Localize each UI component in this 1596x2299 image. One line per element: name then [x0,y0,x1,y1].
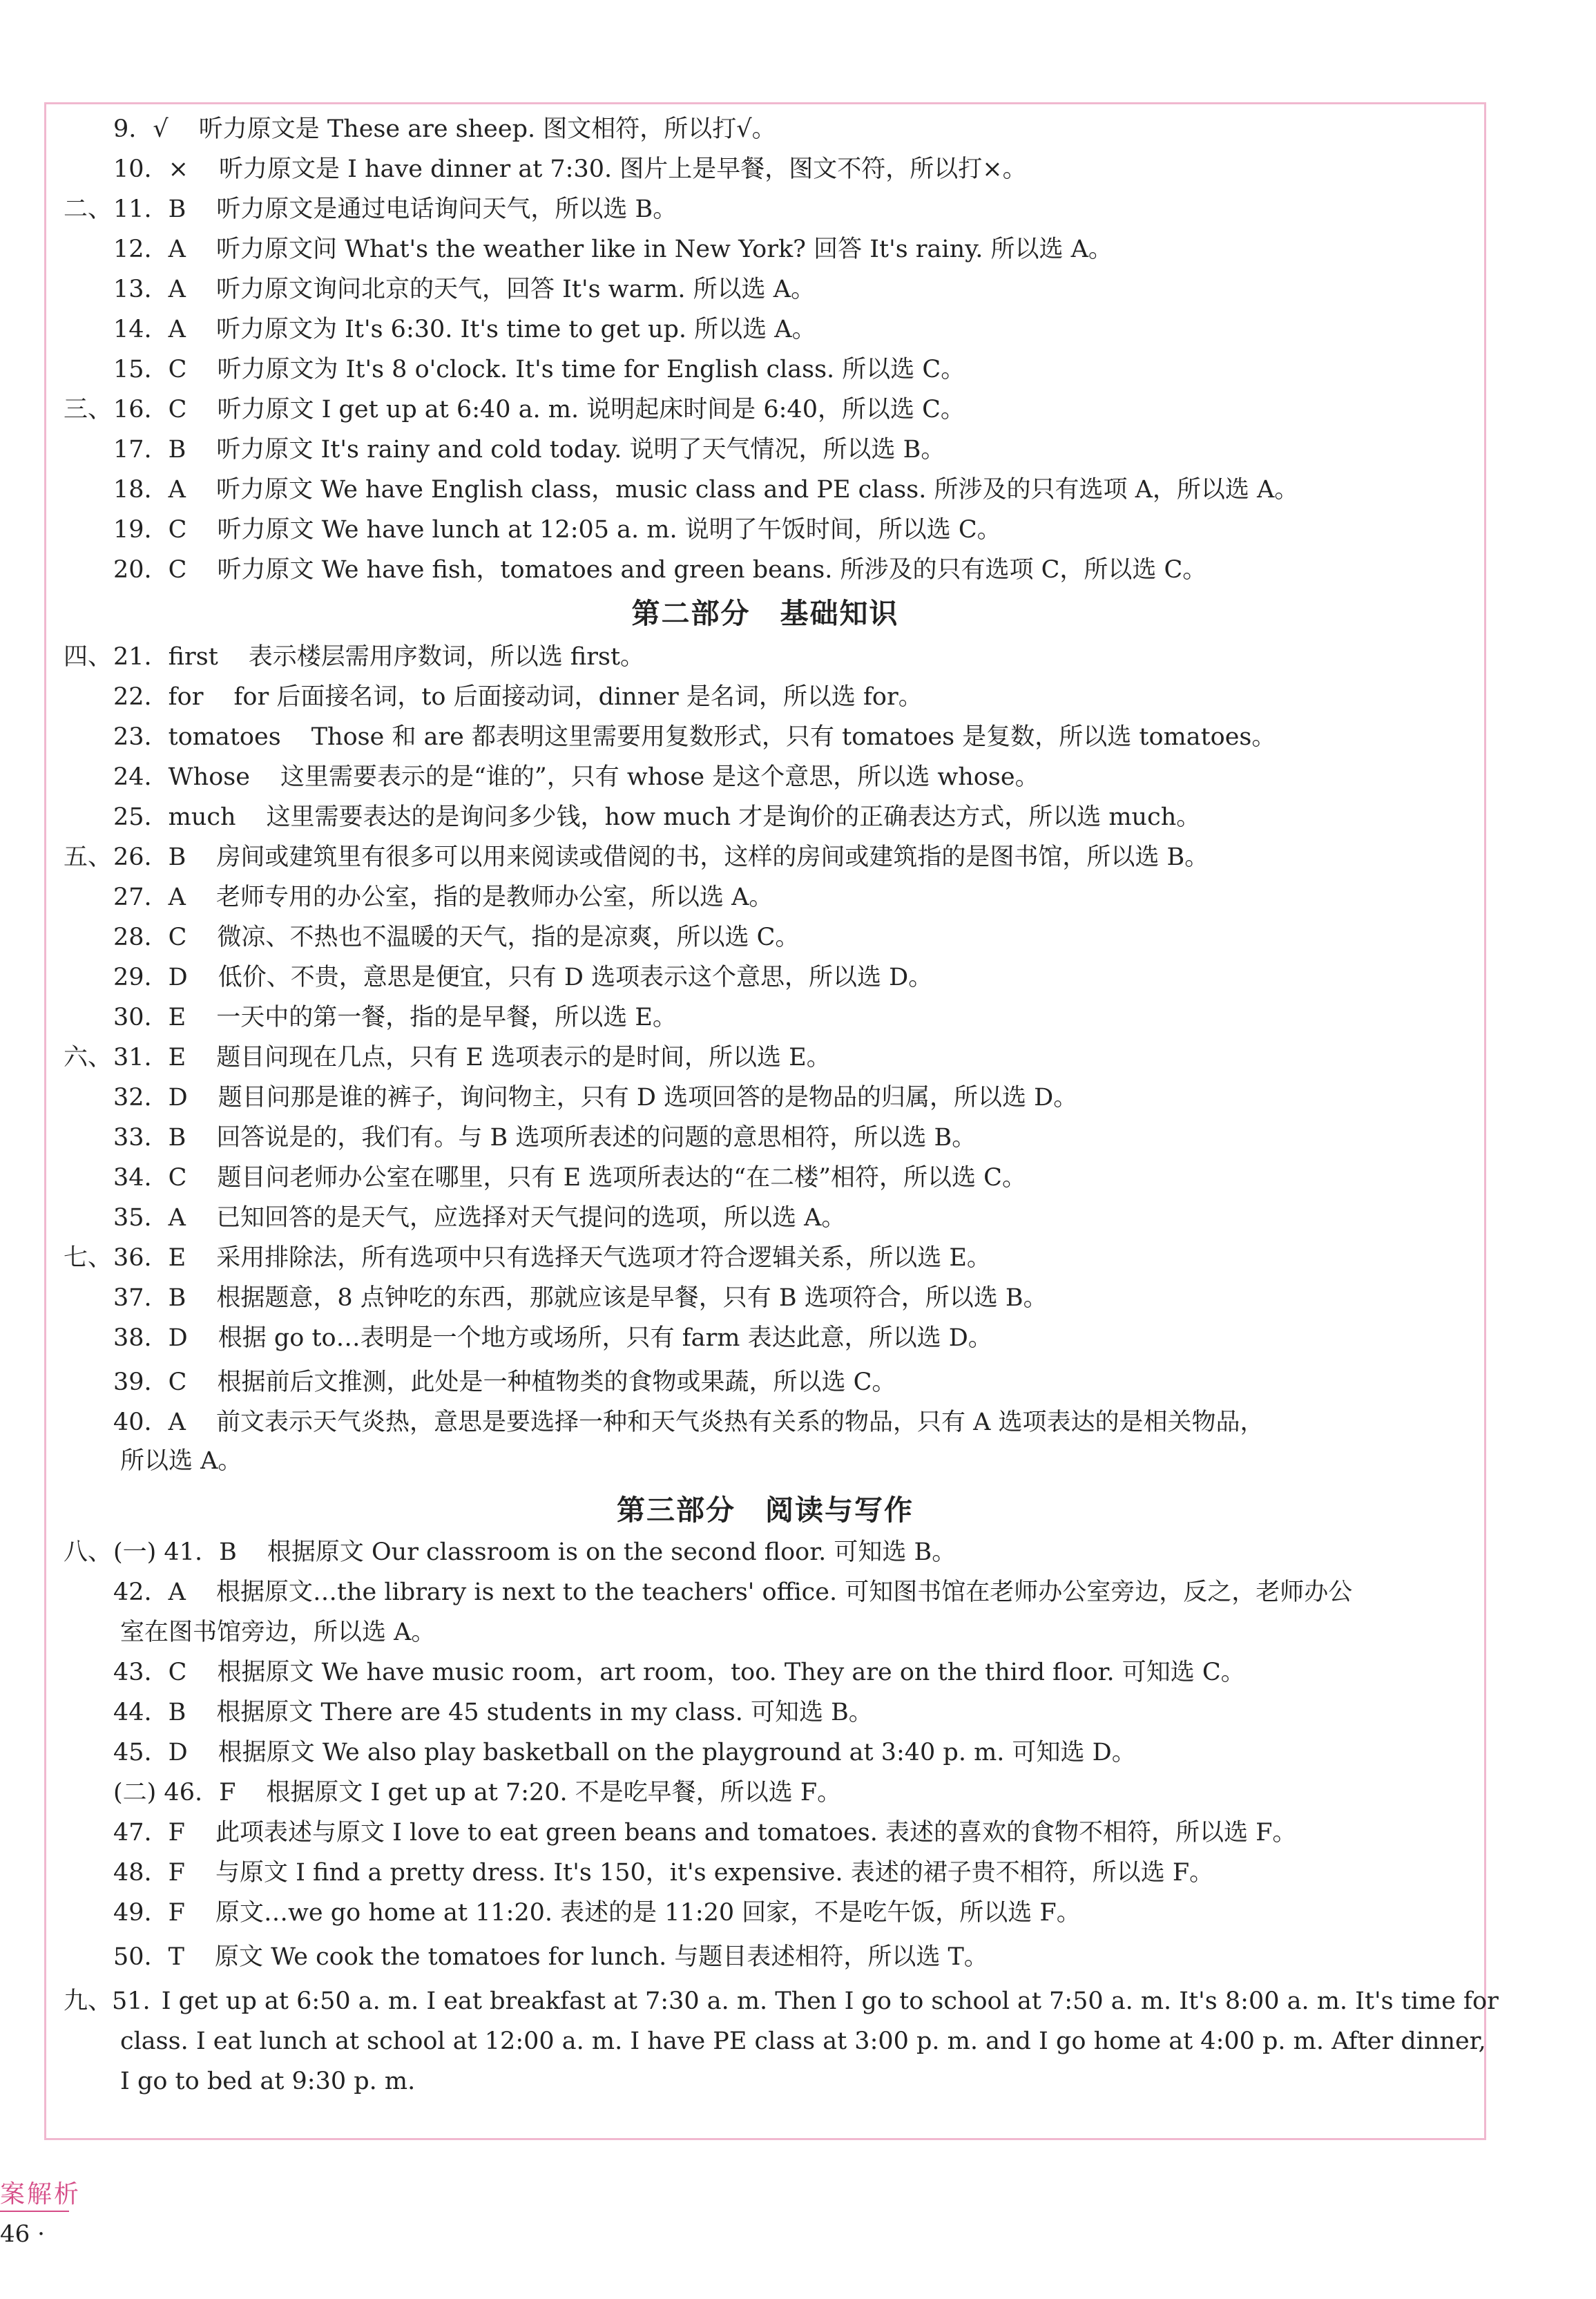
answer-line [44,1893,1486,1933]
answer-key: A [168,1578,186,1606]
answer-key: √ [153,115,169,143]
explanation: 根据题意，8 点钟吃的东西，那就应该是早餐，只有 B 选项符合，所以选 B。 [216,1284,1048,1312]
answer-line [44,510,1486,550]
answer-line [44,797,1486,837]
answer-line [44,269,1486,309]
answer-line [44,1362,1486,1402]
answer-key: C [168,924,187,951]
answer-line [44,229,1486,269]
question-number: 43. [113,1659,152,1686]
answer-key: E [168,1244,186,1272]
explanation: Those 和 are 都表明这里需要用复数形式，只有 tomatoes 是复数，所以选 tomatoes。 [311,723,1276,751]
explanation: 根据原文…the library is next to the teachers' office. 可知图书馆在老师办公室旁边，反之，老师办公 [215,1578,1353,1606]
answer-line [44,1572,1486,1612]
answer-key: F [219,1779,236,1806]
question-number: 32. [113,1084,152,1112]
explanation: 采用排除法，所有选项中只有选择天气选项才符合逻辑关系，所以选 E。 [216,1244,991,1272]
question-number: 45. [113,1739,152,1766]
answer-key: B [168,1699,186,1726]
explanation: 原文 We cook the tomatoes for lunch. 与题目表述相符，所以选 T。 [215,1943,988,1971]
answer-key: E [168,1004,186,1031]
explanation: 听力原文 We have English class，music class and PE class. 所涉及的只有选项 A，所以选 A。 [215,476,1299,504]
answer-key: B [168,1124,186,1152]
question-number: 33. [113,1124,152,1152]
explanation: 此项表述与原文 I love to eat green beans and tomatoes. 表述的喜欢的食物不相符，所以选 F。 [215,1819,1297,1847]
explanation: 回答说是的，我们有。与 B 选项所表述的问题的意思相符，所以选 B。 [216,1124,977,1152]
question-number: 40. [113,1409,152,1436]
explanation: 听力原文为 It's 6:30. It's time to get up. 所以选 A。 [215,316,816,343]
answer-line [44,430,1486,470]
explanation: 低价、不贵，意思是便宜，只有 D 选项表示这个意思，所以选 D。 [218,964,933,991]
question-number: 10. [113,155,152,183]
answer-key: C [168,1659,187,1686]
question-number: 18. [113,476,152,504]
answer-key: A [168,316,186,343]
answer-key: F [168,1899,185,1927]
explanation: 听力原文 We have fish，tomatoes and green beans. 所涉及的只有选项 C，所以选 C。 [217,556,1207,584]
answer-key: D [168,1084,188,1112]
answer-key: B [168,436,186,464]
question-number: 11. [113,195,152,223]
section-label: 七、 [64,1244,113,1272]
answer-line [44,1773,1486,1813]
explanation: 听力原文是通过电话询问天气，所以选 B。 [216,195,677,223]
answer-key: C [168,1368,187,1396]
answer-line [44,1118,1486,1158]
answer-line [44,1937,1486,1977]
footer-section-label: 案解析 [0,2180,81,2209]
answer-line [44,1238,1486,1278]
answer-key: A [168,1409,186,1436]
answer-line [44,189,1486,229]
answer-key: A [168,276,186,303]
question-number: (二) 46. [113,1779,203,1806]
answer-line [44,470,1486,510]
explanation: 一天中的第一餐，指的是早餐，所以选 E。 [216,1004,677,1031]
question-number: 34. [113,1164,152,1192]
question-number: 21. [113,643,152,671]
answer-key: C [168,396,187,423]
answer-key: first [168,643,218,671]
question-number: 14. [113,316,152,343]
answer-line [44,309,1486,350]
question-number: 15. [113,356,152,383]
answer-key: Whose [168,763,250,791]
answer-key: A [168,476,186,504]
answer-key: C [168,516,187,544]
question-number: 27. [113,884,152,911]
answer-key: A [168,236,186,263]
section-label: 九、 [64,1987,113,2015]
explanation: 根据前后文推测，此处是一种植物类的食物或果蔬，所以选 C。 [217,1368,896,1396]
answer-line [44,149,1486,189]
section-label: 六、 [64,1044,113,1071]
question-number: 24. [113,763,152,791]
explanation: 这里需要表达的是询问多少钱，how much 才是询价的正确表达方式，所以选 much。 [266,803,1201,831]
answer-line [44,390,1486,430]
essay-text: class. I eat lunch at school at 12:00 a. m. I have PE class at 3:00 p. m. and I go home at 4:00 p. m. After dinner, [120,2028,1486,2055]
explanation: 根据原文 There are 45 students in my class. 可知选 B。 [216,1699,873,1726]
answer-line [44,1692,1486,1733]
question-number: 26. [113,843,152,871]
explanation-continuation: 所以选 A。 [120,1447,242,1475]
answer-key: tomatoes [168,723,281,751]
explanation: 前文表示天气炎热，意思是要选择一种和天气炎热有关系的物品，只有 A 选项表达的是相关物品， [215,1409,1265,1436]
explanation: 听力原文 It's rainy and cold today. 说明了天气情况，所以选 B。 [216,436,945,464]
question-number: 30. [113,1004,152,1031]
explanation: 表示楼层需用序数词，所以选 first。 [248,643,645,671]
answer-line [44,1158,1486,1198]
answer-line [44,1402,1486,1442]
answer-line [44,1532,1486,1572]
question-number: 13. [113,276,152,303]
explanation: 听力原文 We have lunch at 12:05 a. m. 说明了午饭时间，所以选 C。 [217,516,1001,544]
answer-key: E [168,1044,186,1071]
explanation: 原文…we go home at 11:20. 表述的是 11:20 回家，不是吃午饭，所以选 F。 [215,1899,1081,1927]
question-number: 47. [113,1819,152,1847]
question-number: 35. [113,1204,152,1232]
answer-line [44,637,1486,677]
explanation-continuation: 室在图书馆旁边，所以选 A。 [120,1619,436,1646]
answer-content [44,104,1499,2135]
explanation: 根据原文 We also play basketball on the playground at 3:40 p. m. 可知选 D。 [218,1739,1136,1766]
explanation: for 后面接名词，to 后面接动词，dinner 是名词，所以选 for。 [233,683,923,711]
answer-line [44,1318,1486,1358]
answer-line [44,717,1486,757]
answer-key: B [219,1538,237,1566]
answer-key: A [168,1204,186,1232]
question-number: 28. [113,924,152,951]
question-number: 20. [113,556,152,584]
section-heading-part3: 第三部分 阅读与写作 [617,1494,914,1527]
answer-line [44,1038,1486,1078]
answer-key: F [168,1819,185,1847]
essay-text: I get up at 6:50 a. m. I eat breakfast at 7:30 a. m. Then I go to school at 7:50 a. m. It's 8:00 a. m. It's time for [161,1987,1499,2015]
answer-key: F [168,1859,185,1887]
section-label: 四、 [64,643,113,671]
answer-line [44,757,1486,797]
answer-key: × [168,155,189,183]
explanation: 听力原文询问北京的天气，回答 It's warm. 所以选 A。 [215,276,816,303]
explanation: 听力原文 I get up at 6:40 a. m. 说明起床时间是 6:40，所以选 C。 [217,396,965,423]
explanation: 已知回答的是天气，应选择对天气提问的选项，所以选 A。 [215,1204,846,1232]
answer-key: C [168,1164,187,1192]
answer-key: B [168,843,186,871]
explanation: 听力原文是 I have dinner at 7:30. 图片上是早餐，图文不符，所以打×。 [219,155,1027,183]
section-label: 三、 [64,396,113,423]
question-number: (一) 41. [113,1538,203,1566]
explanation: 听力原文是 These are sheep. 图文相符，所以打√。 [198,115,776,143]
answer-line [44,550,1486,590]
answer-line [44,1278,1486,1318]
answer-key: B [168,195,186,223]
answer-line [44,350,1486,390]
question-number: 44. [113,1699,152,1726]
explanation: 微凉、不热也不温暖的天气，指的是凉爽，所以选 C。 [217,924,800,951]
answer-line [44,1733,1486,1773]
explanation: 题目问现在几点，只有 E 选项表示的是时间，所以选 E。 [216,1044,831,1071]
question-number: 39. [113,1368,152,1396]
answer-key: A [168,884,186,911]
answer-key: D [168,964,188,991]
explanation: 与原文 I find a pretty dress. It's 150，it's expensive. 表述的裙子贵不相符，所以选 F。 [215,1859,1214,1887]
explanation: 听力原文为 It's 8 o'clock. It's time for English class. 所以选 C。 [217,356,965,383]
question-number: 49. [113,1899,152,1927]
answer-line [44,998,1486,1038]
question-number: 9. [113,115,137,143]
answer-line [44,1813,1486,1853]
answer-line [44,957,1486,998]
explanation: 根据原文 We have music room，art room，too. They are on the third floor. 可知选 C。 [217,1659,1245,1686]
answer-line [44,837,1486,877]
question-number: 51. [112,1987,151,2015]
essay-line [44,1981,1499,2021]
question-number: 17. [113,436,152,464]
explanation: 老师专用的办公室，指的是教师办公室，所以选 A。 [215,884,773,911]
question-number: 22. [113,683,152,711]
question-number: 16. [113,396,152,423]
question-number: 38. [113,1324,152,1352]
section-label: 五、 [64,843,113,871]
explanation: 题目问那是谁的裤子，询问物主，只有 D 选项回答的是物品的归属，所以选 D。 [218,1084,1078,1112]
answer-line [44,109,1486,149]
explanation: 根据 go to…表明是一个地方或场所，只有 farm 表达此意，所以选 D。 [218,1324,992,1352]
question-number: 42. [113,1578,152,1606]
answer-key: D [168,1324,188,1352]
question-number: 36. [113,1244,152,1272]
answer-line [44,1078,1486,1118]
section-heading-part2: 第二部分 基础知识 [631,597,899,630]
question-number: 29. [113,964,152,991]
answer-key: for [168,683,204,711]
footer-rule [0,2211,69,2212]
question-number: 12. [113,236,152,263]
question-number: 48. [113,1859,152,1887]
answer-key: much [168,803,236,831]
answer-line [44,677,1486,717]
answer-line [44,1198,1486,1238]
explanation: 房间或建筑里有很多可以用来阅读或借阅的书，这样的房间或建筑指的是图书馆，所以选 B。 [216,843,1209,871]
answer-line [44,917,1486,957]
explanation: 根据原文 I get up at 7:20. 不是吃早餐，所以选 F。 [266,1779,842,1806]
answer-line [44,1853,1486,1893]
answer-key: T [168,1943,185,1971]
explanation: 听力原文问 What's the weather like in New York? 回答 It's rainy. 所以选 A。 [215,236,1113,263]
section-label: 二、 [64,195,113,223]
question-number: 19. [113,516,152,544]
question-number: 23. [113,723,152,751]
question-number: 50. [113,1943,152,1971]
answer-key: C [168,356,187,383]
answer-line [44,877,1486,917]
answer-key: C [168,556,187,584]
answer-line [44,1652,1486,1692]
explanation: 这里需要表示的是“谁的”，只有 whose 是这个意思，所以选 whose。 [280,763,1039,791]
explanation: 根据原文 Our classroom is on the second floor. 可知选 B。 [267,1538,956,1566]
question-number: 31. [113,1044,152,1071]
explanation: 题目问老师办公室在哪里，只有 E 选项所表达的“在二楼”相符，所以选 C。 [217,1164,1026,1192]
essay-text: I go to bed at 9:30 p. m. [120,2068,416,2095]
question-number: 37. [113,1284,152,1312]
question-number: 25. [113,803,152,831]
section-label: 八、 [64,1538,113,1566]
answer-key: D [168,1739,188,1766]
page-number: 46 · [0,2220,45,2248]
answer-key: B [168,1284,186,1312]
